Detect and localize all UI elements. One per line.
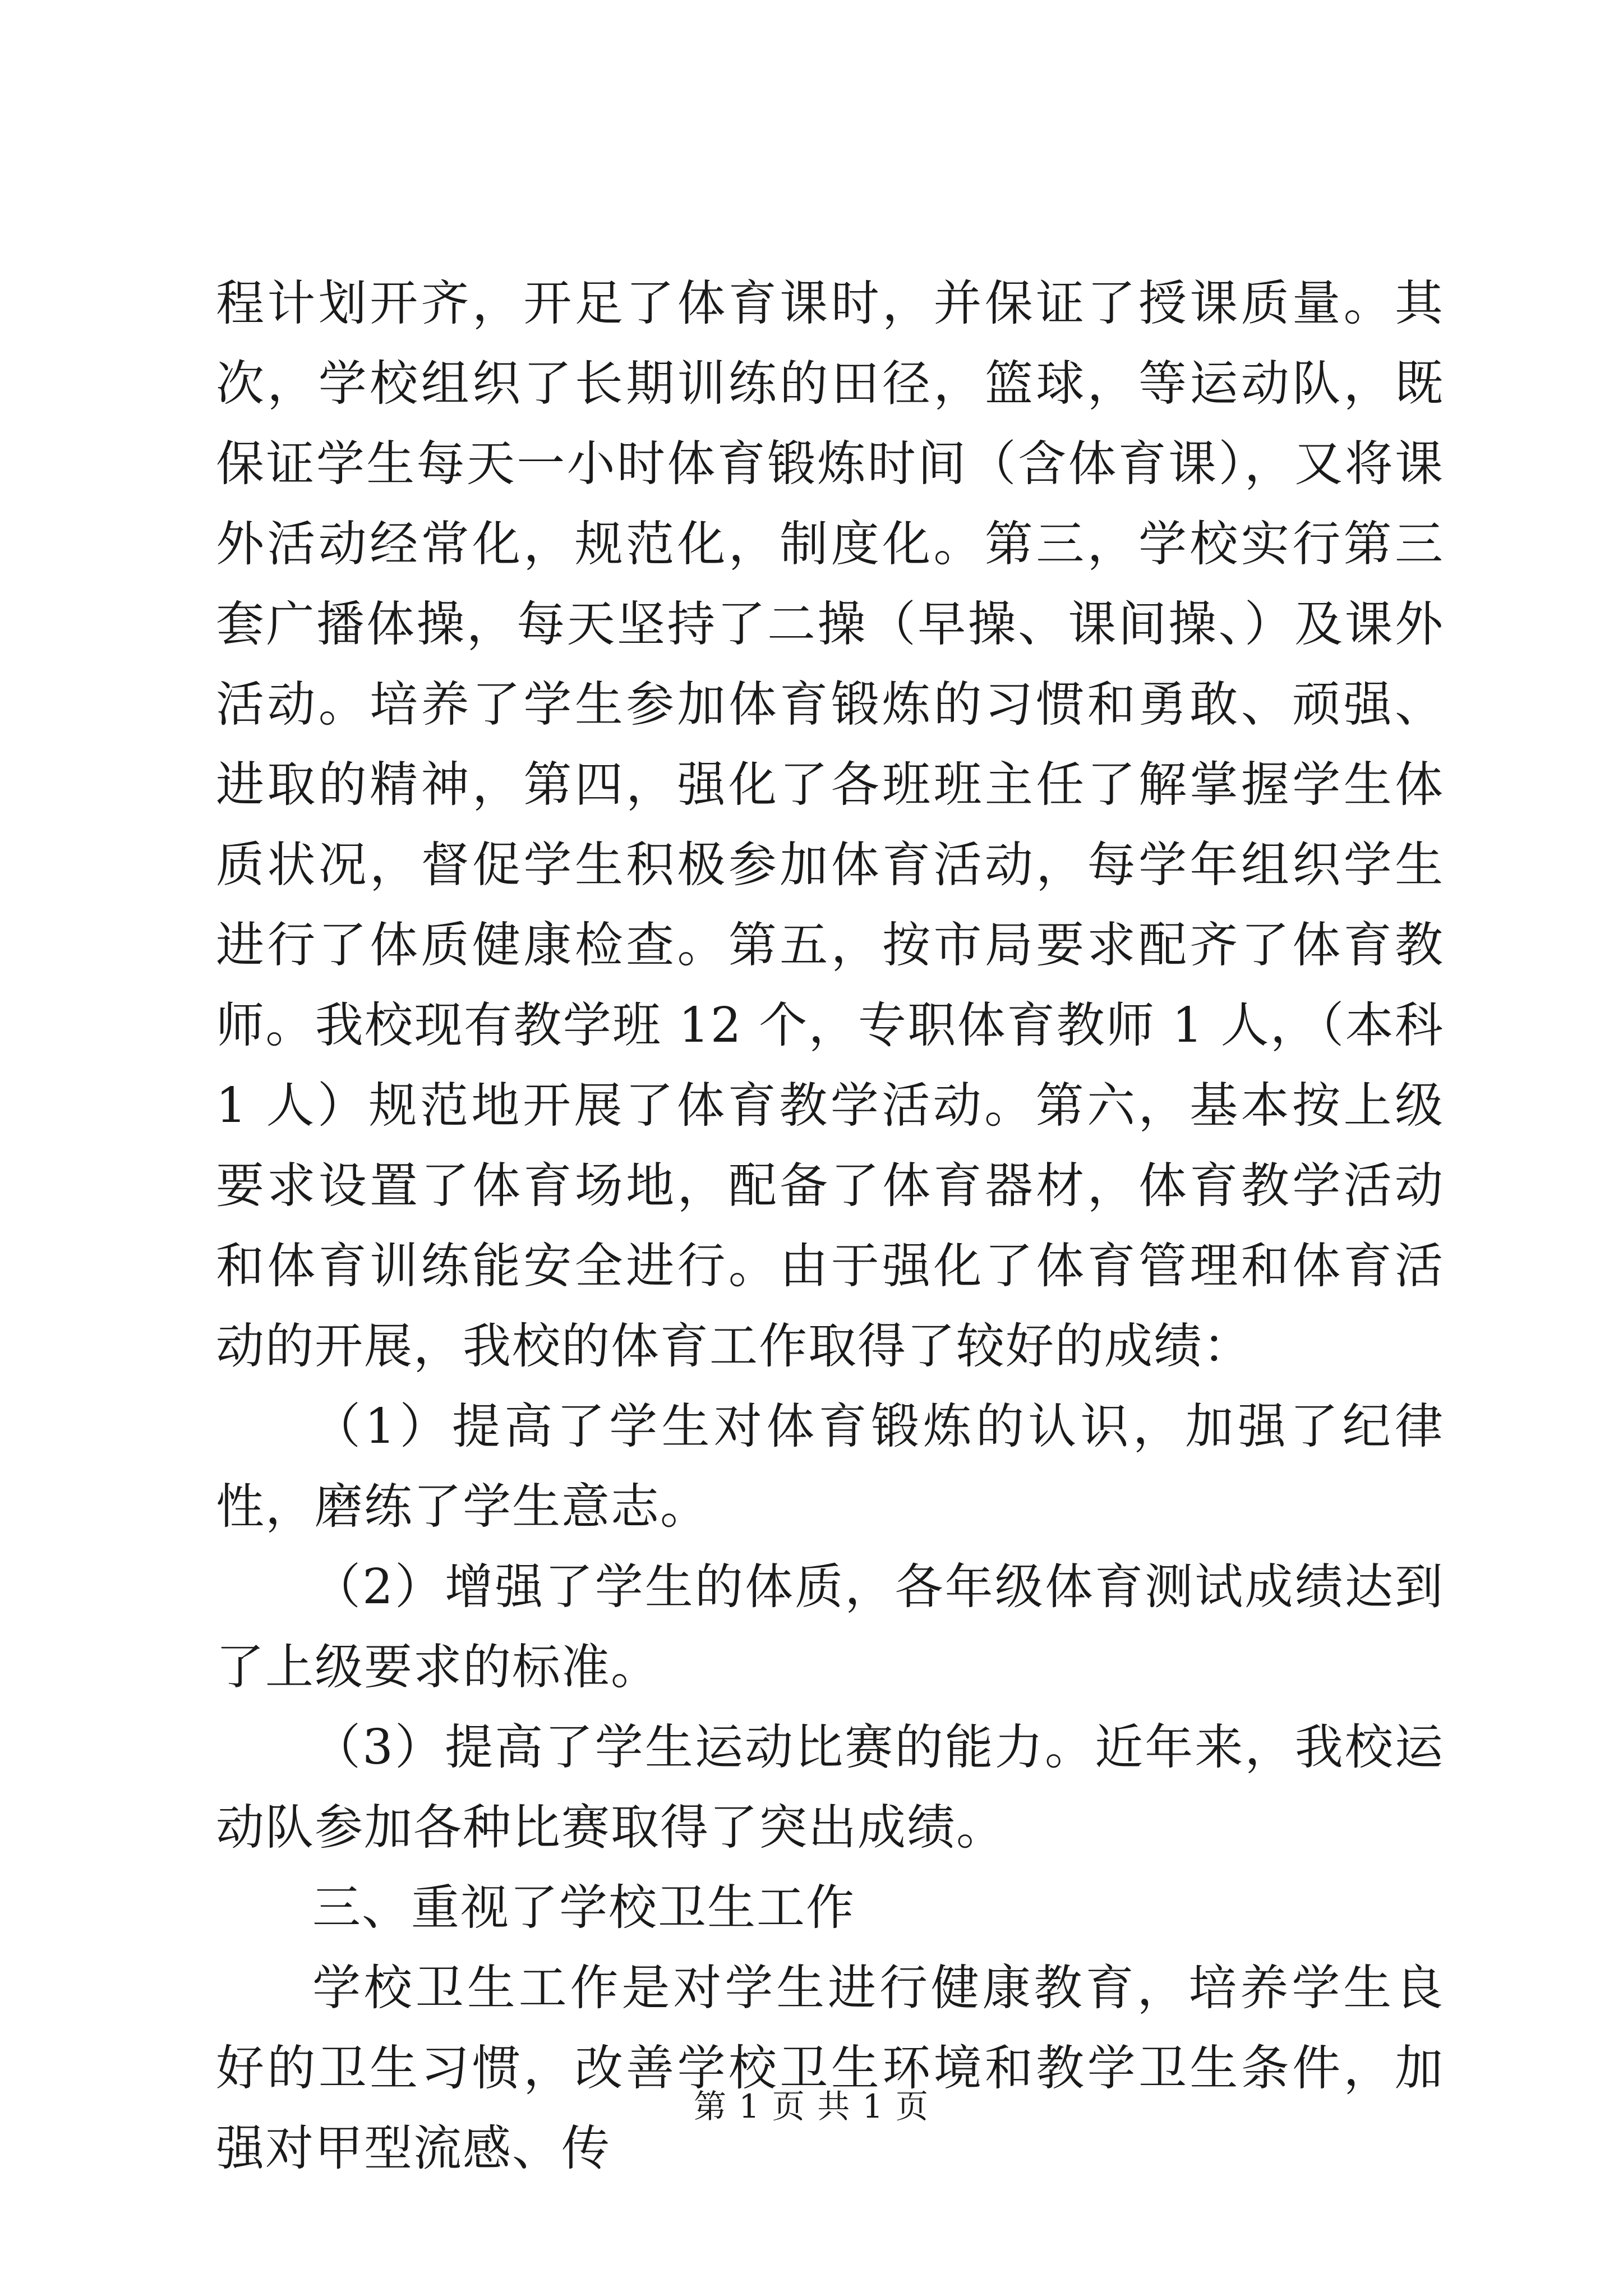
paragraph-achievement-2: （2）增强了学生的体质，各年级体育测试成绩达到了上级要求的标准。 [216,1559,1444,1695]
paragraph-achievement-1: （1）提高了学生对体育锻炼的认识，加强了纪律性，磨练了学生意志。 [216,1398,1444,1535]
paragraph-health-work: 学校卫生工作是对学生进行健康教育，培养学生良好的卫生习惯，改善学校卫生环境和教学卫生条件，加强对甲型流感、传 [216,1960,1444,2177]
section-heading-health: 三、重视了学校卫生工作 [312,1880,855,1936]
page-footer [0,2087,1623,2126]
paragraph-achievement-3: （3）提高了学生运动比赛的能力。近年来，我校运动队参加各种比赛取得了突出成绩。 [216,1719,1444,1856]
page-number-label: 第 1 页 共 1 页 [694,2087,929,2125]
document-body [216,264,1444,2189]
paragraph-sports-work: 程计划开齐，开足了体育课时，并保证了授课质量。其次，学校组织了长期训练的田径，篮球，等运动队，既保证学生每天一小时体育锻炼时间（含体育课），又将课外活动经常化，规范化，制度化。第三，学校实行第三套广播体操，每天坚持了二操（早操、课间操、）及课外活动。培养了学生参加体育锻炼的习惯和勇敢、顽强、进取的精神，第四，强化了各班班主任了解掌握学生体质状况，督促学生积极参加体育活动，每学年组织学生进行了体质健康检查。第五，按市局要求配齐了体育教师。我校现有教学班 12 个，专职体育教师 1 人，（本科 1 人）规范地开展了体育教学活动。第六，基本按上级要求设置了体育场地，配备了体育器材，体育教学活动和体育训练能安全进行。由于强化了体育管理和体育活动的开展，我校的体育工作取得了较好的成绩： [216,275,1444,1374]
